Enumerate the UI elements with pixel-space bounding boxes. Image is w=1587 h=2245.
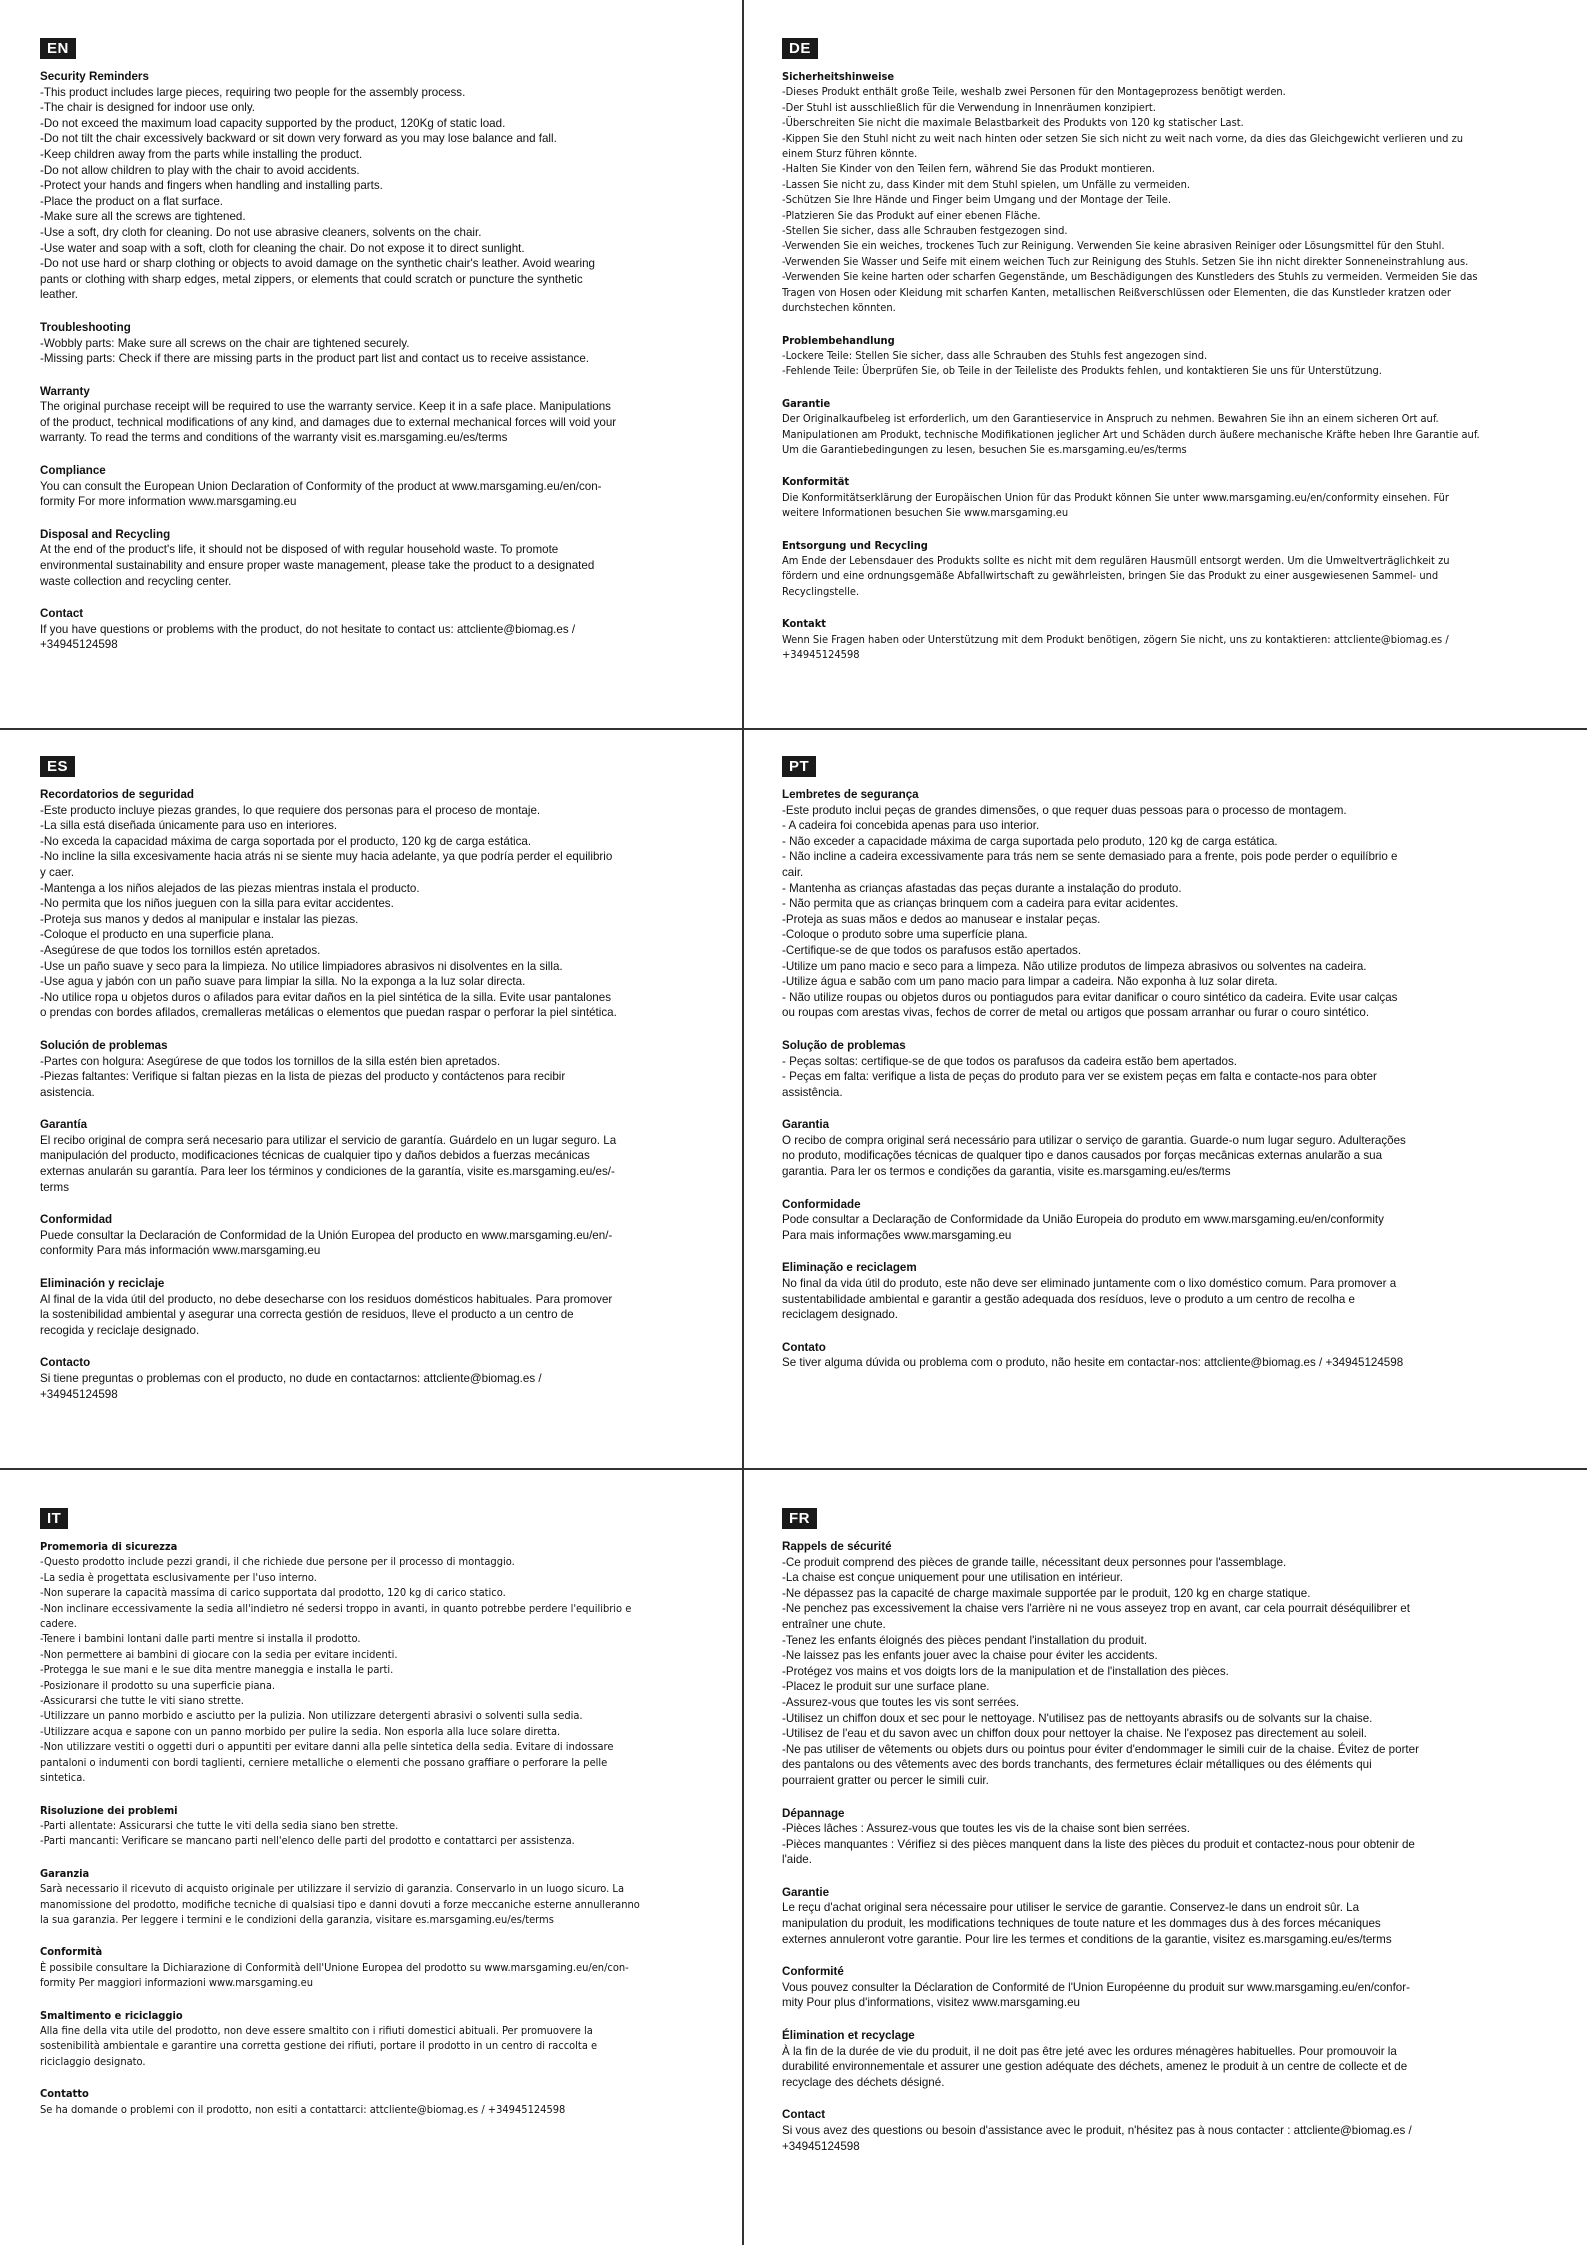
text-line: -Fehlende Teile: Überprüfen Sie, ob Teile in der Teileliste des Produkts fehlen, und kontaktieren Sie uns für Unterstützung. <box>782 364 1382 378</box>
section <box>40 2086 730 2117</box>
text-line: -No exceda la capacidad máxima de carga soportada por el producto, 120 kg de carga estática. <box>40 834 532 848</box>
text-line: El recibo original de compra será necesario para utilizar el servicio de garantía. Guárdelo en un lugar seguro. La <box>40 1133 617 1147</box>
text-line: -Este producto incluye piezas grandes, lo que requiere dos personas para el proceso de montaje. <box>40 803 541 817</box>
text-line: -Ne dépassez pas la capacité de charge maximale supportée par le produit, 120 kg en charge statique. <box>782 1586 1311 1600</box>
language-tag: IT <box>40 1508 68 1529</box>
text-line: -Asegúrese de que todos los tornillos estén apretados. <box>40 943 321 957</box>
section <box>40 1355 730 1402</box>
section-heading: Eliminação e reciclagem <box>782 1261 917 1275</box>
text-line: -Non permettere ai bambini di giocare con la sedia per evitare incidenti. <box>40 1647 398 1661</box>
language-tag: PT <box>782 756 816 777</box>
text-line: -Utilisez un chiffon doux et sec pour le nettoyage. N'utilisez pas de nettoyants abrasifs ou de solvants sur la chaise. <box>782 1711 1373 1725</box>
section <box>782 396 1572 458</box>
section-heading: Security Reminders <box>40 70 149 83</box>
section <box>40 69 730 303</box>
section <box>782 69 1572 316</box>
text-line: +34945124598 <box>782 2139 860 2153</box>
section <box>40 606 730 653</box>
text-line: -Dieses Produkt enthält große Teile, weshalb zwei Personen für den Montageprozess benötigt werden. <box>782 85 1286 99</box>
text-line: -Lockere Teile: Stellen Sie sicher, dass alle Schrauben des Stuhls fest angezogen sind. <box>782 348 1208 362</box>
text-line: -Posizionare il prodotto su una superficie piana. <box>40 1678 276 1692</box>
text-line: -Mantenga a los niños alejados de las piezas mientras instala el producto. <box>40 881 420 895</box>
panel-en <box>40 38 730 718</box>
text-line: riciclaggio designato. <box>40 2054 146 2068</box>
text-line: reciclagem designado. <box>782 1308 899 1322</box>
section <box>40 463 730 510</box>
text-line: -Piezas faltantes: Verifique si faltan piezas en la lista de piezas del producto y contáctenos para recibir <box>40 1070 566 1084</box>
text-line: Sarà necessario il ricevuto di acquisto originale per utilizzare il servizio di garanzia. Conservarlo in un luogo sicuro. La <box>40 1882 625 1896</box>
section <box>40 1038 730 1100</box>
text-line: -Pièces lâches : Assurez-vous que toutes les vis de la chaise sont bien serrées. <box>782 1822 1190 1836</box>
text-line: -Lassen Sie nicht zu, dass Kinder mit dem Stuhl spielen, um Unfälle zu vermeiden. <box>782 177 1191 191</box>
section <box>782 2028 1572 2090</box>
section-heading: Problembehandlung <box>782 333 895 347</box>
text-line: -Der Stuhl ist ausschließlich für die Verwendung in Innenräumen konzipiert. <box>782 100 1156 114</box>
text-line: formity Per maggiori informazioni www.marsgaming.eu <box>40 1976 314 1990</box>
text-line: -Tenere i bambini lontani dalle parti mentre si installa il prodotto. <box>40 1632 361 1646</box>
text-line: la sua garanzia. Per leggere i termini e le condizioni della garanzia, visitare es.marsgaming.eu/es/terms <box>40 1912 554 1926</box>
section-heading: Garanzia <box>40 1866 90 1880</box>
text-line: -Non utilizzare vestiti o oggetti duri o appuntiti per evitare danni alla pelle sintetica della sedia. Evitare di indossare <box>40 1740 614 1754</box>
text-line: -Verwenden Sie ein weiches, trockenes Tuch zur Reinigung. Verwenden Sie keine abrasiven Reiniger oder Lösungsmittel für den Stuhl. <box>782 239 1445 253</box>
section <box>782 1539 1572 1789</box>
text-line: -Überschreiten Sie nicht die maximale Belastbarkeit des Produkts von 120 kg statischer Last. <box>782 116 1244 130</box>
section <box>782 787 1572 1021</box>
text-line: -Ne pas utiliser de vêtements ou objets durs ou pointus pour éviter d'endommager le simili cuir de la chaise. Évitez de porter <box>782 1742 1419 1756</box>
section <box>40 1212 730 1259</box>
section <box>782 1340 1572 1371</box>
text-line: entraîner une chute. <box>782 1617 886 1631</box>
text-line: O recibo de compra original será necessário para utilizar o serviço de garantia. Guarde-o num lugar seguro. Adulterações <box>782 1133 1406 1147</box>
section <box>40 787 730 1021</box>
section-heading: Smaltimento e riciclaggio <box>40 2008 183 2022</box>
text-line: ou roupas com arestas vivas, fechos de correr de metal ou artigos que possam arranhar ou furar o couro sintético. <box>782 1006 1370 1020</box>
section-heading: Rappels de sécurité <box>782 1540 892 1553</box>
text-line: Le reçu d'achat original sera nécessaire pour utiliser le service de garantie. Conservez-le dans un endroit sûr. La <box>782 1901 1360 1915</box>
text-line: -Do not tilt the chair excessively backward or sit down very forward as you may lose balance and fall. <box>40 132 557 146</box>
section-heading: Disposal and Recycling <box>40 527 171 541</box>
text-line: Alla fine della vita utile del prodotto, non deve essere smaltito con i rifiuti domestici abituali. Per promuovere la <box>40 2023 593 2037</box>
text-line: sintetica. <box>40 1771 86 1785</box>
text-line: Am Ende der Lebensdauer des Produkts sollte es nicht mit dem regulären Hausmüll entsorgt werden. Um die Umweltverträglichkeit zu <box>782 553 1450 567</box>
text-line: À la fin de la durée de vie du produit, il ne doit pas être jeté avec les ordures ménagères habituelles. Pour promouvoir la <box>782 2044 1397 2058</box>
text-line: Puede consultar la Declaración de Conformidad de la Unión Europea del producto en www.marsgaming.eu/en/- <box>40 1228 613 1242</box>
section <box>782 1260 1572 1322</box>
row-divider-2 <box>0 1468 1587 1470</box>
section-heading: Warranty <box>40 384 90 398</box>
text-line: -Non inclinare eccessivamente la sedia all'indietro né sedersi troppo in avanti, in quanto potrebbe perdere l'equilibrio e <box>40 1601 632 1615</box>
text-line: manomissione del prodotto, modifiche tecniche di qualsiasi tipo e danni dovuti a forze meccaniche esterne annulleranno <box>40 1897 640 1911</box>
text-line: o prendas con bordes afilados, cremalleras metálicas o elementos que puedan raspar o perforar la piel sintética. <box>40 1006 617 1020</box>
text-line: +34945124598 <box>40 638 118 652</box>
text-line: -Schützen Sie Ihre Hände und Finger beim Umgang und der Montage der Teile. <box>782 193 1172 207</box>
text-line: -Make sure all the screws are tightened. <box>40 210 246 224</box>
text-line: sustentabilidade ambiental e garantir a gestão adequada dos resíduos, leve o produto a um centro de recolha e <box>782 1292 1355 1306</box>
section-heading: Compliance <box>40 464 106 478</box>
text-line: -Este produto inclui peças de grandes dimensões, o que requer duas pessoas para o processo de montagem. <box>782 803 1347 817</box>
text-line: -Use agua y jabón con un paño suave para limpiar la silla. No la exponga a la luz solar directa. <box>40 975 526 989</box>
section <box>782 2107 1572 2154</box>
text-line: +34945124598 <box>782 648 860 661</box>
text-line: la sostenibilidad ambiental y asegurar una correcta gestión de residuos, lleve el producto a un centro de <box>40 1308 574 1322</box>
section-heading: Contact <box>782 2108 826 2122</box>
text-line: -Tenez les enfants éloignés des pièces pendant l'installation du produit. <box>782 1633 1148 1647</box>
text-line: -Non superare la capacità massima di carico supportata dal prodotto, 120 kg di carico statico. <box>40 1586 506 1600</box>
text-line: Vous pouvez consulter la Déclaration de Conformité de l'Union Européenne du produit sur www.marsgaming.eu/en/confor- <box>782 1980 1410 1994</box>
text-line: The original purchase receipt will be required to use the warranty service. Keep it in a safe place. Manipulations <box>40 400 611 414</box>
section-heading: Garantie <box>782 396 831 410</box>
text-line: -Utilize água e sabão com um pano macio para limpar a cadeira. Não exponha à luz solar direta. <box>782 975 1278 989</box>
text-line: -Protect your hands and fingers when handling and installing parts. <box>40 179 383 193</box>
text-line: -Questo prodotto include pezzi grandi, il che richiede due persone per il processo di montaggio. <box>40 1555 515 1569</box>
section-heading: Contacto <box>40 1356 91 1370</box>
section <box>40 384 730 446</box>
text-line: -Parti allentate: Assicurarsi che tutte le viti della sedia siano ben strette. <box>40 1818 399 1832</box>
section <box>782 1806 1572 1868</box>
text-line: Si vous avez des questions ou besoin d'assistance avec le produit, n'hésitez pas à nous contacter : attcliente@biomag.es / <box>782 2124 1412 2137</box>
section-heading: Contact <box>40 607 84 621</box>
text-line: pourraient gratter ou percer le simili cuir. <box>782 1773 989 1787</box>
language-tag: DE <box>782 38 818 59</box>
text-line: -Stellen Sie sicher, dass alle Schrauben festgezogen sind. <box>782 224 1068 238</box>
text-line: Se tiver alguma dúvida ou problema com o produto, não hesite em contactar-nos: attcliente@biomag.es / +34945124598 <box>782 1356 1404 1370</box>
text-line: - Mantenha as crianças afastadas das peças durante a instalação do produto. <box>782 881 1182 895</box>
section-heading: Konformität <box>782 475 850 489</box>
text-line: terms <box>40 1180 69 1194</box>
section <box>40 527 730 589</box>
section <box>40 1944 730 1990</box>
language-tag: EN <box>40 38 76 59</box>
text-line: Se ha domande o problemi con il prodotto, non esiti a contattarci: attcliente@biomag.es / +34945124598 <box>40 2102 566 2116</box>
section-heading: Élimination et recyclage <box>782 2029 915 2043</box>
panel-es <box>40 756 730 1456</box>
text-line: Wenn Sie Fragen haben oder Unterstützung mit dem Produkt benötigen, zögern Sie nicht, uns zu kontaktieren: attcliente@biomag.es / <box>782 632 1449 646</box>
section-heading: Contato <box>782 1340 826 1354</box>
text-line: -Coloque el producto en una superficie plana. <box>40 928 274 942</box>
section <box>40 2008 730 2070</box>
text-line: recogida y reciclaje designado. <box>40 1323 200 1337</box>
text-line: -Verwenden Sie keine harten oder scharfen Gegenstände, um Beschädigungen des Kunstleders des Stuhls zu vermeiden. Vermeiden Sie das <box>782 270 1478 284</box>
section-heading: Eliminación y reciclaje <box>40 1277 165 1291</box>
text-line: -No incline la silla excesivamente hacia atrás ni se siente muy hacia adelante, ya que podría perder el equilibrio <box>40 850 613 864</box>
section <box>40 1117 730 1195</box>
text-line: manipulación del producto, modificaciones técnicas de cualquier tipo y daños debidos a fuerzas mecánicas <box>40 1149 590 1163</box>
text-line: recyclage des déchets désigné. <box>782 2075 945 2089</box>
section-heading: Garantía <box>40 1118 88 1132</box>
language-tag: ES <box>40 756 75 777</box>
section <box>782 333 1572 379</box>
text-line: Der Originalkaufbeleg ist erforderlich, um den Garantieservice in Anspruch zu nehmen. Bewahren Sie ihn an einem sicheren Ort auf. <box>782 412 1439 426</box>
text-line: If you have questions or problems with the product, do not hesitate to contact us: attcliente@biomag.es / <box>40 622 576 636</box>
text-line: -Use a soft, dry cloth for cleaning. Do not use abrasive cleaners, solvents on the chair. <box>40 225 482 239</box>
text-line: +34945124598 <box>40 1387 118 1401</box>
text-line: pants or clothing with sharp edges, metal zippers, or elements that could scratch or puncture the synthetic <box>40 272 583 286</box>
text-line: -Certifique-se de que todos os parafusos estão apertados. <box>782 943 1082 957</box>
text-line: Si tiene preguntas o problemas con el producto, no dude en contactarnos: attcliente@biomag.es / <box>40 1372 542 1385</box>
text-line: -Protégez vos mains et vos doigts lors de la manipulation et de l'installation des pièces. <box>782 1664 1229 1678</box>
text-line: -Partes con holgura: Asegúrese de que todos los tornillos de la silla estén bien apretados. <box>40 1054 501 1068</box>
section <box>782 1964 1572 2011</box>
section-heading: Troubleshooting <box>40 320 131 334</box>
panel-de <box>782 38 1572 718</box>
section <box>40 320 730 367</box>
text-line: -Ce produit comprend des pièces de grande taille, nécessitant deux personnes pour l'assemblage. <box>782 1555 1287 1569</box>
text-line: cair. <box>782 865 804 879</box>
text-line: externes annuleront votre garantie. Pour lire les termes et conditions de la garantie, visitez es.marsgaming.eu/es/terms <box>782 1932 1392 1946</box>
text-line: Recyclingstelle. <box>782 584 860 598</box>
section <box>782 1038 1572 1100</box>
text-line: -Assicurarsi che tutte le viti siano strette. <box>40 1694 244 1708</box>
section-heading: Conformidade <box>782 1197 861 1211</box>
section-heading: Conformità <box>40 1945 103 1959</box>
text-line: formity For more information www.marsgaming.eu <box>40 495 297 509</box>
text-line: -La chaise est conçue uniquement pour une utilisation en intérieur. <box>782 1571 1123 1585</box>
text-line: È possibile consultare la Dichiarazione di Conformità dell'Unione Europea del prodotto su www.marsgaming.eu/en/con- <box>40 1960 629 1974</box>
text-line: No final da vida útil do produto, este não deve ser eliminado juntamente com o lixo doméstico comum. Para promover a <box>782 1277 1397 1291</box>
text-line: - A cadeira foi concebida apenas para uso interior. <box>782 819 1040 833</box>
text-line: assistência. <box>782 1085 843 1099</box>
text-line: durabilité environnementale et assurer une gestion adéquate des déchets, amenez le produit à un centre de collecte et de <box>782 2060 1408 2074</box>
text-line: asistencia. <box>40 1085 95 1099</box>
section <box>40 1539 730 1786</box>
text-line: y caer. <box>40 865 75 879</box>
text-line: warranty. To read the terms and conditions of the warranty visit es.marsgaming.eu/es/terms <box>40 431 508 445</box>
section-heading: Dépannage <box>782 1806 845 1820</box>
section-heading: Conformidad <box>40 1213 113 1227</box>
text-line: garantia. Para ler os termos e condições da garantia, visite es.marsgaming.eu/es/terms <box>782 1165 1231 1179</box>
text-line: - Não incline a cadeira excessivamente para trás nem se sente demasiado para a frente, pois pode perder o equilíbrio e <box>782 850 1398 864</box>
text-line: -Wobbly parts: Make sure all screws on the chair are tightened securely. <box>40 336 410 350</box>
text-line: waste collection and recycling center. <box>40 574 232 588</box>
text-line: -Keep children away from the parts while installing the product. <box>40 147 363 161</box>
section-heading: Contatto <box>40 2087 89 2101</box>
section-heading: Solução de problemas <box>782 1038 906 1052</box>
text-line: -Do not use hard or sharp clothing or objects to avoid damage on the synthetic chair's leather. Avoid wearing <box>40 257 595 271</box>
text-line: of the product, technical modifications of any kind, and damages due to external mechanical forces will void your <box>40 415 617 429</box>
text-line: Die Konformitätserklärung der Europäischen Union für das Produkt können Sie unter www.marsgaming.eu/en/conformity einsehen. Für <box>782 490 1449 504</box>
section-heading: Recordatorios de seguridad <box>40 788 194 801</box>
section <box>782 1117 1572 1179</box>
text-line: -Ne penchez pas excessivement la chaise vers l'arrière ni ne vous asseyez trop en avant, car cela pourrait déséquilibrer et <box>782 1602 1410 1616</box>
text-line: einem Sturz führen könnte. <box>782 147 918 161</box>
text-line: -Kippen Sie den Stuhl nicht zu weit nach hinten oder setzen Sie sich nicht zu weit nach vorne, da dies das Gleichgewicht verlieren und zu <box>782 131 1464 145</box>
text-line: leather. <box>40 288 79 302</box>
text-line: You can consult the European Union Declaration of Conformity of the product at www.marsgaming.eu/en/con- <box>40 479 602 493</box>
text-line: -Use un paño suave y seco para la limpieza. No utilice limpiadores abrasivos ni disolventes en la silla. <box>40 959 563 973</box>
language-tag: FR <box>782 1508 817 1529</box>
text-line: -Assurez-vous que toutes les vis sont serrées. <box>782 1695 1020 1709</box>
text-line: durchstechen könnten. <box>782 301 896 315</box>
section-heading: Conformité <box>782 1965 844 1979</box>
text-line: weitere Informationen besuchen Sie www.marsgaming.eu <box>782 506 1069 520</box>
section <box>40 1866 730 1928</box>
text-line: -Utilisez de l'eau et du savon avec un chiffon doux pour nettoyer la chaise. Ne l'exposez pas directement au soleil. <box>782 1727 1367 1741</box>
text-line: -Ne laissez pas les enfants jouer avec la chaise pour éviter les accidents. <box>782 1649 1158 1663</box>
text-line: -La sedia è progettata esclusivamente per l'uso interno. <box>40 1570 317 1584</box>
text-line: fördern und eine ordnungsgemäße Abfallwirtschaft zu gewährleisten, bringen Sie das Produkt zu einer ausgewiesenen Sammel- und <box>782 569 1439 583</box>
text-line: -Coloque o produto sobre uma superfície plana. <box>782 928 1028 942</box>
text-line: Pode consultar a Declaração de Conformidade da União Europeia do produto em www.marsgaming.eu/en/conformity <box>782 1213 1384 1227</box>
text-line: -Parti mancanti: Verificare se mancano parti nell'elenco delle parti del prodotto e contattarci per assistenza. <box>40 1834 575 1848</box>
text-line: cadere. <box>40 1617 77 1631</box>
section-heading: Entsorgung und Recycling <box>782 538 928 552</box>
section <box>782 538 1572 600</box>
text-line: -This product includes large pieces, requiring two people for the assembly process. <box>40 85 466 99</box>
text-line: l'aide. <box>782 1853 812 1867</box>
panel-fr <box>782 1508 1572 2228</box>
section-heading: Promemoria di sicurezza <box>40 1540 178 1553</box>
text-line: externas anularán su garantía. Para leer los términos y condiciones de la garantía, visite es.marsgaming.eu/es/- <box>40 1165 615 1179</box>
section-heading: Sicherheitshinweise <box>782 70 895 83</box>
column-divider <box>742 0 744 2245</box>
text-line: At the end of the product's life, it should not be disposed of with regular household waste. To promote <box>40 543 559 557</box>
text-line: -Halten Sie Kinder von den Teilen fern, während Sie das Produkt montieren. <box>782 162 1155 176</box>
section <box>782 616 1572 662</box>
text-line: -Utilizzare un panno morbido e asciutto per la pulizia. Non utilizzare detergenti abrasivi o solventi sulla sedia. <box>40 1709 583 1723</box>
section-heading: Garantia <box>782 1118 830 1132</box>
text-line: conformity Para más información www.marsgaming.eu <box>40 1244 321 1258</box>
text-line: -Utilize um pano macio e seco para a limpeza. Não utilize produtos de limpeza abrasivos ou solventes na cadeira. <box>782 959 1367 973</box>
text-line: - Peças soltas: certifique-se de que todos os parafusos da cadeira estão bem apertados. <box>782 1054 1237 1068</box>
text-line: Um die Garantiebedingungen zu lesen, besuchen Sie es.marsgaming.eu/es/terms <box>782 442 1187 456</box>
row-divider-1 <box>0 728 1587 730</box>
text-line: -Proteja as suas mãos e dedos ao manusear e instalar peças. <box>782 912 1101 926</box>
text-line: -Utilizzare acqua e sapone con un panno morbido per pulire la sedia. Non esporla alla luce solare diretta. <box>40 1724 561 1738</box>
section <box>40 1803 730 1849</box>
text-line: -Placez le produit sur une surface plane. <box>782 1680 990 1694</box>
text-line: -Protegga le sue mani e le sue dita mentre maneggia e installa le parti. <box>40 1663 394 1677</box>
text-line: -Do not allow children to play with the chair to avoid accidents. <box>40 163 360 177</box>
section-heading: Lembretes de segurança <box>782 788 919 801</box>
text-line: Manipulationen am Produkt, technische Modifikationen jeglicher Art und Schäden durch äußere mechanische Kräfte heben Ihre Garantie auf. <box>782 427 1480 441</box>
text-line: environmental sustainability and ensure proper waste management, please take the product to a designated <box>40 559 595 573</box>
text-line: -Verwenden Sie Wasser und Seife mit einem weichen Tuch zur Reinigung des Stuhls. Setzen Sie ihn nicht direkter Sonneneinstrahlung aus. <box>782 254 1469 268</box>
section <box>782 1197 1572 1244</box>
text-line: pantaloni o indumenti con bordi taglienti, cerniere metalliche o elementi che possano graffiare o perforare la pelle <box>40 1755 608 1769</box>
section <box>782 1885 1572 1947</box>
section-heading: Solución de problemas <box>40 1038 168 1052</box>
section <box>782 474 1572 520</box>
text-line: des pantalons ou des vêtements avec des bords tranchants, des fermetures éclair métalliques ou des éléments qui <box>782 1758 1372 1772</box>
text-line: -No utilice ropa u objetos duros o afilados para evitar daños en la piel sintética de la silla. Evite usar pantalones <box>40 990 612 1004</box>
text-line: -Pièces manquantes : Vérifiez si des pièces manquent dans la liste des pièces du produit et contactez-nous pour obtenir de <box>782 1837 1415 1851</box>
panel-it <box>40 1508 730 2228</box>
text-line: -Platzieren Sie das Produkt auf einer ebenen Fläche. <box>782 208 1041 222</box>
text-line: manipulation du produit, les modifications techniques de toute nature et les dommages dus à des forces mécaniques <box>782 1917 1381 1931</box>
text-line: Al final de la vida útil del producto, no debe desecharse con los residuos domésticos habituales. Para promover <box>40 1292 613 1306</box>
text-line: - Peças em falta: verifique a lista de peças do produto para ver se existem peças em falta e contacte-nos para obter <box>782 1070 1377 1084</box>
text-line: -Use water and soap with a soft, cloth for cleaning the chair. Do not expose it to direct sunlight. <box>40 241 525 255</box>
section-heading: Garantie <box>782 1885 830 1899</box>
text-line: -No permita que los niños jueguen con la silla para evitar accidentes. <box>40 897 394 911</box>
text-line: -Do not exceed the maximum load capacity supported by the product, 120Kg of static load. <box>40 116 506 130</box>
text-line: - Não exceder a capacidade máxima de carga suportada pelo produto, 120 kg de carga estática. <box>782 834 1278 848</box>
text-line: -Proteja sus manos y dedos al manipular e instalar las piezas. <box>40 912 359 926</box>
text-line: Para mais informações www.marsgaming.eu <box>782 1228 1012 1242</box>
text-line: Tragen von Hosen oder Kleidung mit scharfen Kanten, metallischen Reißverschlüssen oder Elementen, die das Kunstleder kratzen oder <box>782 285 1451 299</box>
panel-pt <box>782 756 1572 1456</box>
section-heading: Kontakt <box>782 617 827 631</box>
text-line: -Place the product on a flat surface. <box>40 194 224 208</box>
section <box>40 1276 730 1338</box>
text-line: -The chair is designed for indoor use only. <box>40 101 256 115</box>
text-line: - Não permita que as crianças brinquem com a cadeira para evitar acidentes. <box>782 897 1179 911</box>
text-line: -La silla está diseñada únicamente para uso en interiores. <box>40 819 338 833</box>
text-line: sostenibilità ambientale e garantire una corretta gestione dei rifiuti, portare il prodotto in un centro di raccolta e <box>40 2039 598 2053</box>
section-heading: Risoluzione dei problemi <box>40 1803 178 1817</box>
text-line: - Não utilize roupas ou objetos duros ou pontiagudos para evitar danificar o couro sintético da cadeira. Evite usar calças <box>782 990 1398 1004</box>
text-line: -Missing parts: Check if there are missing parts in the product part list and contact us to receive assistance. <box>40 352 590 366</box>
text-line: no produto, modificações técnicas de qualquer tipo e danos causados por forças mecânicas externas anularão a sua <box>782 1149 1383 1163</box>
text-line: mity Pour plus d'informations, visitez www.marsgaming.eu <box>782 1996 1080 2010</box>
